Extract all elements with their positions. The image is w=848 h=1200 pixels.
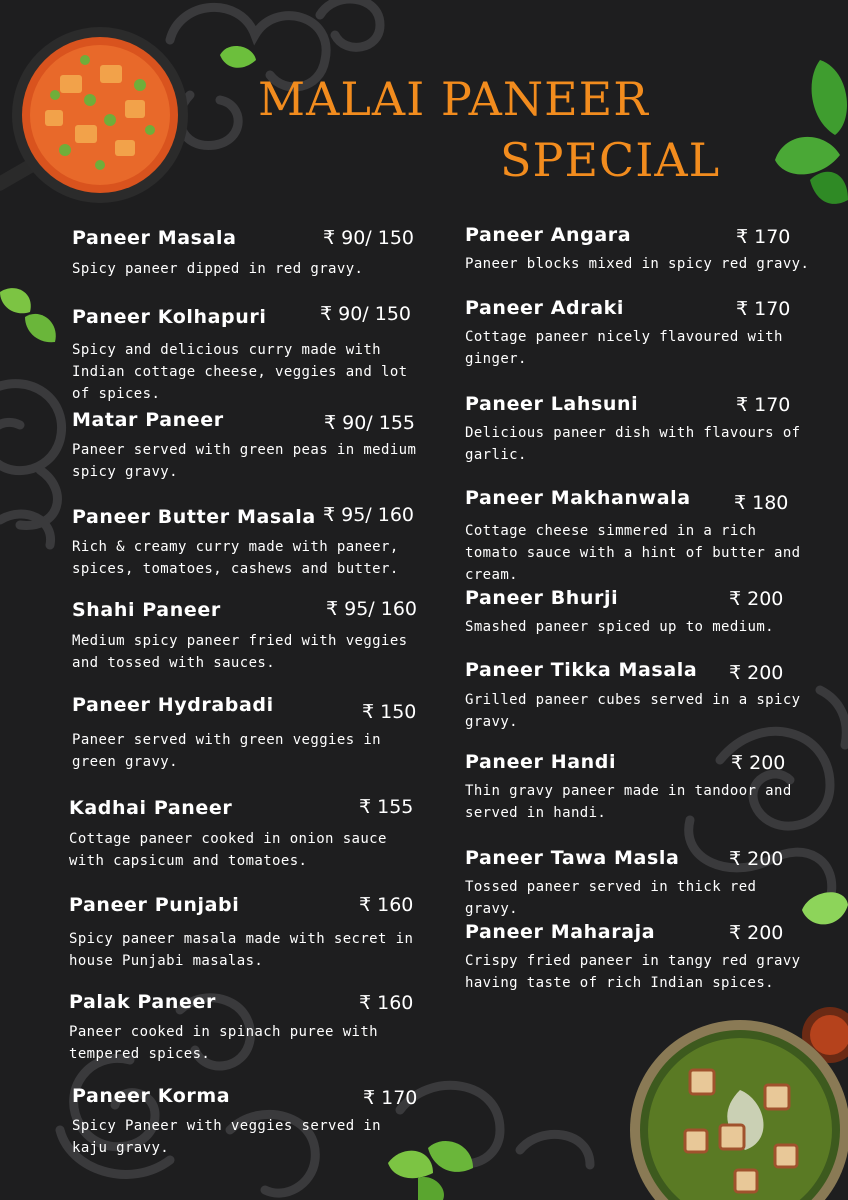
item-description: Delicious paneer dish with flavours of garlic. [465,425,801,463]
item-name: Paneer Bhurji [465,587,619,609]
item-price: ₹ 90/ 155 [324,412,416,434]
item-name: Paneer Tikka Masala [465,659,698,681]
item-description: Paneer blocks mixed in spicy red gravy. [465,256,810,272]
item-price: ₹ 170 [736,298,791,320]
item-name: Paneer Adraki [465,297,624,319]
item-description: Paneer served with green veggies in green gravy. [72,732,382,770]
palak-paneer-bowl-image [625,1000,848,1200]
item-description: Cottage paneer nicely flavoured with ginger. [465,329,783,367]
item-description: Spicy paneer masala made with secret in house Punjabi masalas. [69,931,414,969]
item-description: Thin gravy paneer made in tandoor and served in handi. [465,783,792,821]
item-name: Paneer Punjabi [69,894,240,916]
item-price: ₹ 90/ 150 [323,227,415,249]
item-description: Paneer cooked in spinach puree with tempered spices. [69,1024,379,1062]
item-description: Paneer served with green peas in medium spicy gravy. [72,442,417,480]
item-description: Rich & creamy curry made with paneer, spices, tomatoes, cashews and butter. [72,539,399,577]
item-description: Spicy and delicious curry made with Indian cottage cheese, veggies and lot of spices. [72,342,408,402]
item-price: ₹ 170 [363,1087,418,1109]
item-name: Paneer Masala [72,227,237,249]
item-name: Paneer Tawa Masla [465,847,680,869]
item-price: ₹ 200 [729,922,784,944]
item-price: ₹ 200 [729,588,784,610]
item-description: Cottage cheese simmered in a rich tomato sauce with a hint of butter and cream. [465,523,801,583]
item-name: Matar Paneer [72,409,224,431]
item-description: Cottage paneer cooked in onion sauce with capsicum and tomatoes. [69,831,387,869]
item-description: Crispy fried paneer in tangy red gravy having taste of rich Indian spices. [465,953,801,991]
item-name: Paneer Kolhapuri [72,306,267,328]
mint-leaves-left-icon [0,282,62,354]
item-description: Spicy Paneer with veggies served in kaju gravy. [72,1118,382,1156]
item-name: Kadhai Paneer [69,797,233,819]
item-price: ₹ 90/ 150 [320,303,412,325]
item-price: ₹ 200 [729,848,784,870]
item-price: ₹ 160 [359,894,414,916]
item-description: Smashed paneer spiced up to medium. [465,619,775,635]
item-description: Tossed paneer served in thick red gravy. [465,879,757,917]
item-price: ₹ 150 [362,701,417,723]
item-price: ₹ 170 [736,226,791,248]
item-name: Paneer Korma [72,1085,231,1107]
item-description: Medium spicy paneer fried with veggies and tossed with sauces. [72,633,408,671]
item-description: Spicy paneer dipped in red gravy. [72,261,364,277]
item-price: ₹ 200 [731,752,786,774]
curry-bowl-image [0,15,200,210]
item-price: ₹ 170 [736,394,791,416]
item-name: Paneer Hydrabadi [72,694,274,716]
item-name: Paneer Maharaja [465,921,656,943]
item-name: Paneer Lahsuni [465,393,639,415]
item-name: Shahi Paneer [72,599,221,621]
item-description: Grilled paneer cubes served in a spicy gravy. [465,692,801,730]
item-name: Paneer Makhanwala [465,487,691,509]
item-price: ₹ 200 [729,662,784,684]
menu-title-line2: SPECIAL [500,133,721,187]
menu-title-line1: MALAI PANEER [258,72,649,126]
item-price: ₹ 95/ 160 [326,598,418,620]
item-name: Palak Paneer [69,991,216,1013]
item-price: ₹ 180 [734,492,789,514]
item-name: Paneer Butter Masala [72,506,316,528]
basil-leaves-top-right-icon [765,60,848,215]
item-price: ₹ 155 [359,796,414,818]
item-name: Paneer Angara [465,224,632,246]
item-name: Paneer Handi [465,751,617,773]
item-price: ₹ 95/ 160 [323,504,415,526]
leaf-top-icon [218,40,258,75]
item-price: ₹ 160 [359,992,414,1014]
